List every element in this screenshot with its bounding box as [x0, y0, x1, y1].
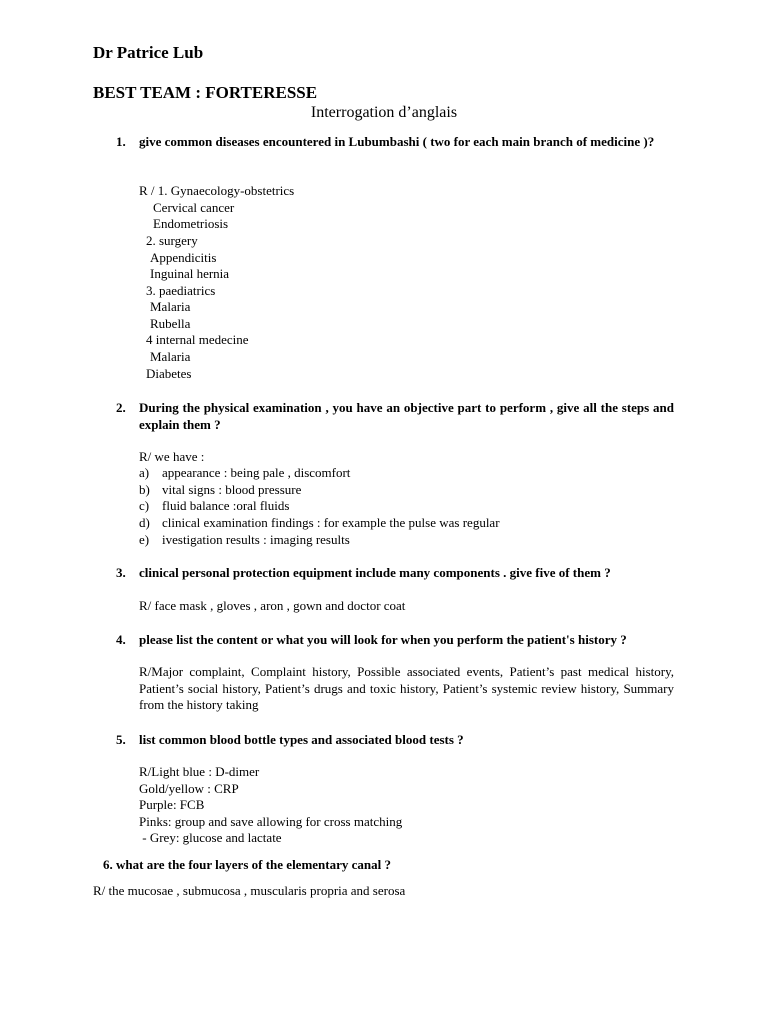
question-text: During the physical examination , you have an objective part to perform , give all the steps and explain them ? [139, 400, 674, 432]
answer-3: R/ face mask , gloves , aron , gown and doctor coat [139, 598, 406, 613]
question-number: 1. [116, 134, 126, 149]
list-label: d) [139, 515, 150, 530]
question-number: 4. [116, 632, 126, 647]
list-text: vital signs : blood pressure [162, 482, 302, 497]
list-label: e) [139, 532, 150, 547]
list-text: fluid balance :oral fluids [162, 498, 290, 513]
answer-line: R / 1. Gynaecology-obstetrics [139, 183, 295, 198]
question-number: 3. [116, 565, 126, 580]
question-text: please list the content or what you will look for when you perform the patient's history ? [139, 632, 627, 647]
answer-line: Gold/yellow : CRP [139, 781, 239, 796]
answer-line: 2. surgery [146, 233, 198, 248]
question-text: clinical personal protection equipment include many components . give five of them ? [139, 565, 611, 580]
answer-line: Inguinal hernia [150, 266, 230, 281]
answer-line: Rubella [150, 316, 191, 331]
list-label: c) [139, 498, 150, 513]
question-number: 5. [116, 732, 126, 747]
question-text: list common blood bottle types and associated blood tests ? [139, 732, 464, 747]
answer-line: 3. paediatrics [146, 283, 216, 298]
document-subtitle: Interrogation d’anglais [310, 104, 458, 121]
answer-line: Malaria [150, 349, 191, 364]
answer-line: Purple: FCB [139, 797, 205, 812]
question-text: give common diseases encountered in Lubumbashi ( two for each main branch of medicine )? [139, 134, 655, 149]
list-label: a) [139, 465, 150, 480]
list-text: appearance : being pale , discomfort [162, 465, 351, 480]
answer-intro: R/ we have : [139, 449, 205, 464]
list-text: clinical examination findings : for example the pulse was regular [162, 515, 500, 530]
list-label: b) [139, 482, 150, 497]
author-name: Dr Patrice Lub [93, 43, 204, 62]
answer-line: Pinks: group and save allowing for cross matching [139, 814, 403, 829]
list-text: ivestigation results : imaging results [162, 532, 350, 547]
question-6: 6. what are the four layers of the elementary canal ? [103, 857, 391, 872]
answer-6: R/ the mucosae , submucosa , muscularis propria and serosa [93, 883, 406, 898]
answer-line: - Grey: glucose and lactate [139, 830, 282, 845]
team-title: BEST TEAM : FORTERESSE [93, 83, 318, 102]
question-number: 2. [116, 400, 126, 415]
answer-line: Endometriosis [153, 216, 229, 231]
answer-line: Cervical cancer [153, 200, 235, 215]
answer-line: 4 internal medecine [146, 332, 249, 347]
answer-line: Appendicitis [150, 250, 217, 265]
answer-4: R/Major complaint, Complaint history, Possible associated events, Patient’s past medical history, Patient’s social history, Patient’s drugs and toxic history, Patient’s systemic review history, Summary from the history taking [139, 664, 674, 713]
answer-line: R/Light blue : D-dimer [139, 764, 260, 779]
answer-line: Malaria [150, 299, 191, 314]
answer-line: Diabetes [146, 366, 192, 381]
